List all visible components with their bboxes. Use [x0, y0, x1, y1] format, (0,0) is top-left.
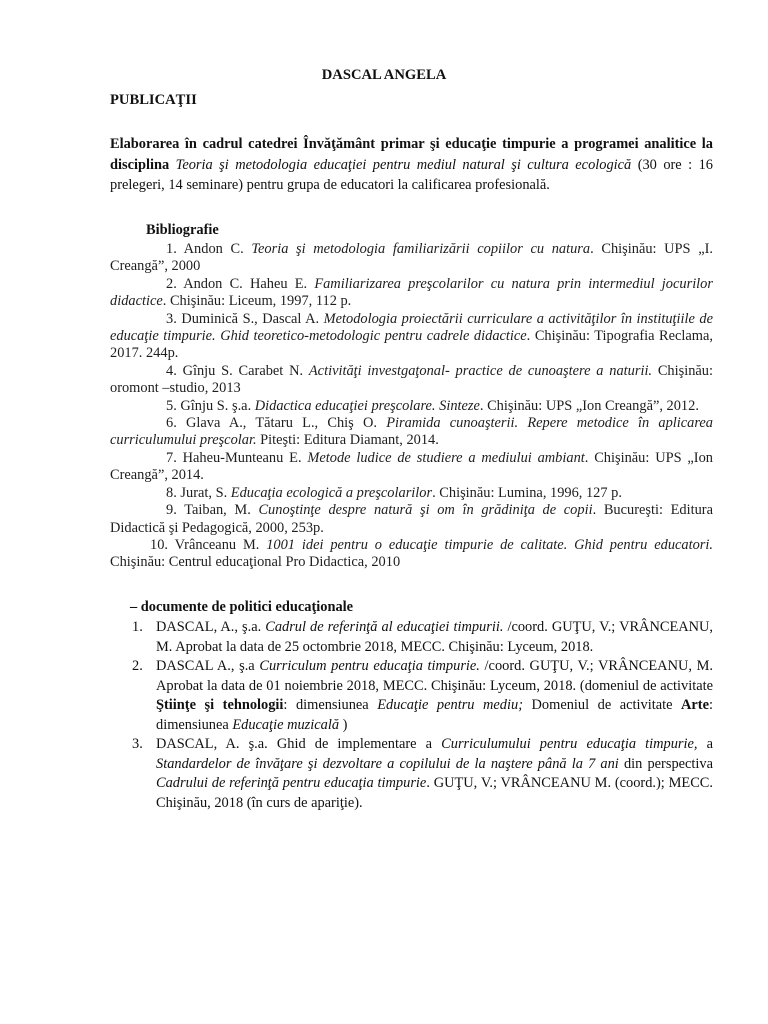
- bibliography-item: 2. Andon C. Haheu E. Familiarizarea preşcolarilor cu natura prin intermediul jocurilor didactice. Chişinău: Liceum, 1997, 112 p.: [110, 275, 713, 310]
- bibliography-item: 1. Andon C. Teoria şi metodologia familiarizării copiilor cu natura. Chişinău: UPS „I. Creangă”, 2000: [110, 241, 713, 275]
- bibliography-item: 5. Gînju S. ş.a. Didactica educaţiei preşcolare. Sinteze. Chişinău: UPS „Ion Creangă”, 2012.: [166, 397, 699, 414]
- bibliography-list: [110, 241, 713, 572]
- bibliography-item: 6. Glava A., Tătaru L., Chiş O. Piramida cunoaşterii. Repere metodice în aplicarea curriculumului preşcolar. Piteşti: Editura Diamant, 2014.: [110, 415, 713, 449]
- bibliography-item: 8. Jurat, S. Educaţia ecologică a preşcolarilor. Chişinău: Lumina, 1996, 127 p.: [166, 484, 622, 501]
- bibliography-item: 10. Vrânceanu M. 1001 idei pentru o educaţie timpurie de calitate. Ghid pentru educatori. Chişinău: Centrul educaţional Pro Didactica, 2010: [110, 536, 714, 571]
- policy-doc-item: 3. DASCAL, A. ş.a. Ghid de implementare a Curriculumului pentru educaţia timpurie, a Standardelor de învăţare şi dezvoltare a copilului de la naştere până la 7 ani din perspectiva Cadrului de referinţă pentru educaţia timpurie. GUŢU, V.; VRÂNCEANU M. (coord.); MECC. Chişinău, 2018 (în curs de apariţie).: [132, 736, 714, 811]
- bibliography-heading: Bibliografie: [146, 222, 219, 238]
- bibliography-item: 9. Taiban, M. Cunoştinţe despre natură şi om în grădiniţa de copii. Bucureşti: Editura Didactică şi Pedagogică, 2000, 253p.: [110, 502, 713, 536]
- policy-doc-item: 2. DASCAL A., ş.a Curriculum pentru educaţia timpurie. /coord. GUŢU, V.; VRÂNCEANU, M. Aprobat la data de 01 noiembrie 2018, MECC. Chişinău: Lyceum, 2018. (domeniul de activitate Ştiinţe şi tehnologii: dimensiunea Educaţie pentru mediu; Domeniul de activitate Arte: dimensiunea Educaţie muzicală ): [132, 658, 713, 733]
- bibliography-item: 7. Haheu-Munteanu E. Metode ludice de studiere a mediului ambiant. Chişinău: UPS „Ion Creangă”, 2014.: [110, 449, 713, 484]
- bibliography-item: 4. Gînju S. Carabet N. Activităţi investgaţonal- practice de cunoaştere a naturii. Chişinău: oromont –studio, 2013: [110, 362, 714, 397]
- policy-docs-heading: – documente de politici educaţionale: [130, 599, 354, 615]
- intro-paragraph: [110, 134, 713, 196]
- section-title: PUBLICAŢII: [110, 92, 197, 108]
- intro-italic: Teoria şi metodologia educaţiei pentru mediul natural şi cultura ecologică: [175, 156, 632, 173]
- bibliography-item: 3. Duminică S., Dascal A. Metodologia proiectării curriculare a activităţilor în instituţiile de educaţie timpurie. Ghid teoretico-metodologic pentru cadrele didactice. Chişinău: Tipografia Reclama, 2017. 244p.: [110, 310, 713, 362]
- policy-doc-item: 1. DASCAL, A., ş.a. Cadrul de referinţă al educaţiei timpurii. /coord. GUŢU, V.; VRÂNCEANU, M. Aprobat la data de 25 octombrie 2018, MECC. Chişinău: Lyceum, 2018.: [132, 619, 714, 655]
- author-name: DASCAL ANGELA: [321, 67, 447, 83]
- intro-rest: (30 ore : 16 prelegeri, 14 seminare) pentru grupa de educatori la calificarea profesională.: [110, 156, 713, 193]
- policy-docs-list: [110, 618, 713, 813]
- intro-bold: Elaborarea în cadrul catedrei Învăţământ primar şi educaţie timpurie a programei analitice la disciplina: [110, 136, 713, 173]
